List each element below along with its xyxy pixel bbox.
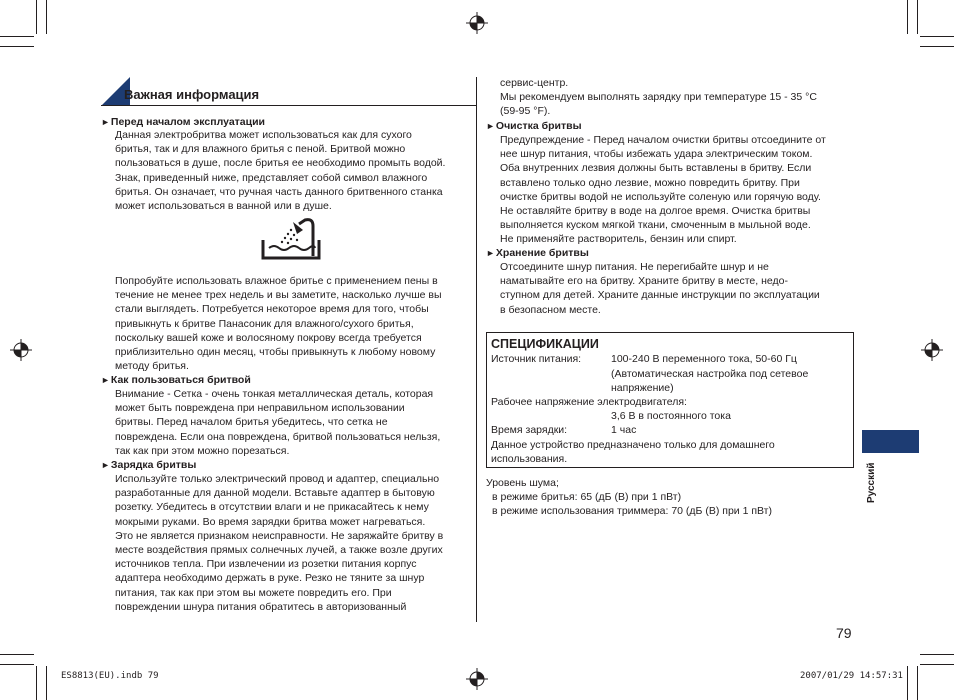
registration-mark-right-icon (921, 339, 943, 361)
noise-trimmer: в режиме использования триммера: 70 (дБ (В) при 1 пВт) (492, 505, 772, 517)
subheading-charging: ►Зарядка бритвы (101, 459, 197, 471)
subheading-storage: ►Хранение бритвы (486, 247, 589, 259)
spec-power-note-2: напряжение) (611, 382, 674, 394)
footer-date-slug: 2007/01/29 14:57:31 (800, 671, 903, 681)
storage-paragraph: Отсоедините шнур питания. Не перегибайте шнур и не наматывайте его на бритву. Храните бритву в месте, недо- ступном для детей. Храните данные инструкции по эксплуатации в безопасном месте. (500, 261, 820, 316)
subheading-how-to-use: ►Как пользоваться бритвой (101, 374, 251, 386)
spec-motor-label: Рабочее напряжение электродвигателя: (491, 396, 687, 408)
before-use-paragraph-2: Попробуйте использовать влажное бритье с применением пены в течение не менее трех недель и вы заметите, насколько лучше вы стали выглядеть. Потребуется некоторое время для того, чтобы привыкнуть к бритве Панасоник для влажного/сухого бритья, поскольку вашей коже и волосяному покрову всегда требуется приблизительно один месяц, чтобы привыкнуть к любому новому методу бритья. (115, 275, 442, 373)
spec-power-note-1: (Автоматическая настройка под сетевое (611, 368, 809, 380)
spec-power-value: 100-240 В переменного тока, 50-60 Гц (611, 353, 797, 365)
how-to-use-paragraph: Внимание - Сетка - очень тонкая металлическая деталь, которая может быть повреждена при неправильном использовании бритвы. Перед началом бритья убедитесь, что сетка не повреждена. Если она повреждена, бритвой пользоваться нельзя, так как при этом можно порезаться. (115, 388, 441, 457)
spec-power-label: Источник питания: (491, 353, 582, 365)
spec-charge-label: Время зарядки: (491, 424, 568, 436)
noise-title: Уровень шума; (486, 477, 559, 489)
subheading-before-use: ►Перед началом эксплуатации (101, 116, 266, 128)
column-divider (476, 77, 477, 622)
charging-paragraph: Используйте только электрический провод и адаптер, специально разработанные для данной модели. Вставьте адаптер в бытовую розетку. Убедитесь в отсутствии влаги и не прикасайтесь к нему мокрыми руками. Во время зарядки бритва может нагреваться. Это не является признаком неисправности. Не заряжайте бритву в месте воздействия прямых солнечных лучей, а также возле других источников тепла. При извлечении из розетки питания корпус адаптера необходимо держать в руке. Резко не тяните за шнур питания, так как при этом вы можете повредить его. При повреждении шнура питания обратитесь в авторизованный (115, 473, 444, 613)
registration-mark-left-icon (10, 339, 32, 361)
specifications-heading: СПЕЦИФИКАЦИИ (491, 337, 599, 351)
charging-paragraph-continued: сервис-центр. Мы рекомендуем выполнять зарядку при температуре 15 - 35 °C (59-95 °F). (500, 77, 817, 118)
language-tab (862, 430, 919, 453)
language-label: Русский (866, 462, 877, 503)
subheading-cleaning: ►Очистка бритвы (486, 120, 582, 132)
spec-domestic-line-2: использования. (491, 453, 568, 465)
spec-charge-value: 1 час (611, 424, 637, 436)
before-use-paragraph-1: Данная электробритва может использоваться как для сухого бритья, так и для влажного бритья с пеной. Бритвой можно пользоваться в душе, после бритья ее необходимо промыть водой. Знак, приведенный ниже, представляет собой символ влажного бритья. Он означает, что ручная часть данного бритвенного станка может использоваться в ванной или в душе. (115, 129, 446, 213)
wet-shave-symbol-icon (261, 216, 323, 262)
page-title: Важная информация (124, 87, 260, 102)
registration-mark-top-icon (466, 12, 488, 34)
page-number: 79 (836, 625, 852, 641)
cleaning-paragraph: Предупреждение - Перед началом очистки бритвы отсоедините от нее шнур питания, чтобы избежать удара электрическим током. Оба внутренних лезвия должны быть вставлены в бритву. Если вставлено только одно лезвие, можно повредить бритву. При очистке бритвы водой не используйте соленую или горячую воду. Не оставляйте бритву в воде на долгое время. Очистка бритвы выполняется куском мягкой ткани, смоченным в мыльной воде. Не применяйте растворитель, бензин или спирт. (500, 134, 826, 246)
heading-underline (101, 105, 476, 106)
registration-mark-bottom-icon (466, 668, 488, 690)
spec-domestic-line-1: Данное устройство предназначено только для домашнего (491, 439, 775, 451)
footer-file-slug: ES8813(EU).indb 79 (61, 671, 159, 681)
spec-motor-value: 3,6 В в постоянного тока (611, 410, 731, 422)
noise-shaving: в режиме бритья: 65 (дБ (В) при 1 пВт) (492, 491, 682, 503)
